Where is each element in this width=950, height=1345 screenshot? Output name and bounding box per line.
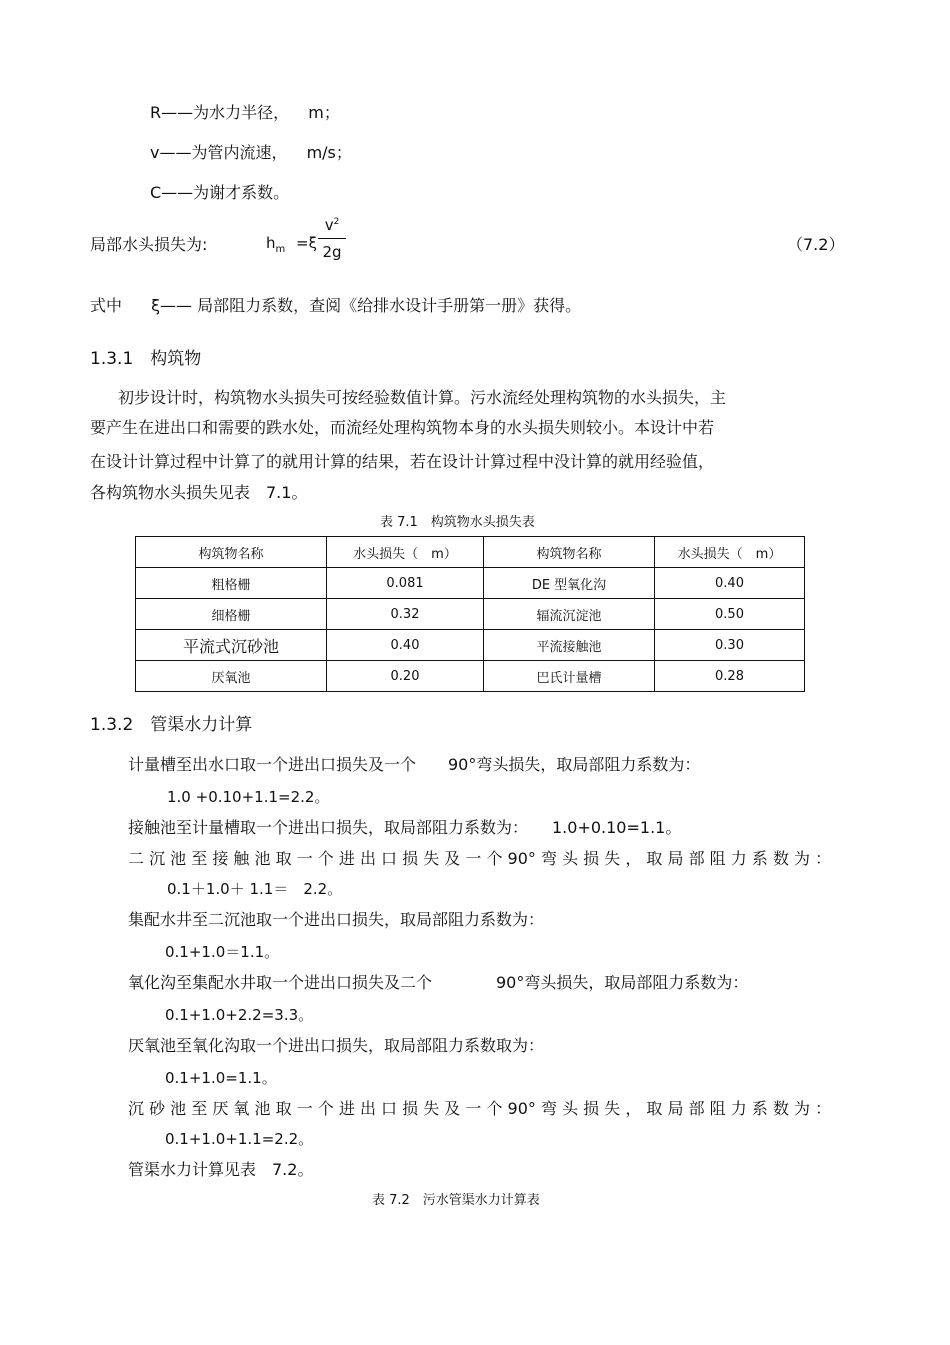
table-cell: 0.081 bbox=[327, 568, 484, 599]
calc-result: 1.0 +0.10+1.1=2.2。 bbox=[167, 788, 330, 806]
calc-result: 0.1+1.0=1.1。 bbox=[165, 1069, 277, 1087]
definition-symbol: R bbox=[150, 103, 162, 122]
table-cell: 巴氏计量槽 bbox=[484, 661, 655, 692]
calc-result: 0.1+1.0＝1.1。 bbox=[165, 943, 280, 961]
calc-line: 集配水井至二沉池取一个进出口损失，取局部阻力系数为： bbox=[128, 910, 545, 929]
table-caption-71: 表 7.1 构筑物水头损失表 bbox=[380, 515, 535, 530]
definition-text: ——为管内流速， bbox=[159, 143, 288, 162]
definition-text: ——为谢才系数。 bbox=[161, 183, 290, 202]
equation-number: （7.2） bbox=[787, 235, 845, 254]
table-row bbox=[136, 661, 805, 692]
table-cell: 辐流沉淀池 bbox=[484, 599, 655, 630]
calc-line: 厌氧池至氧化沟取一个进出口损失，取局部阻力系数取为： bbox=[128, 1036, 545, 1055]
calc-line: 接触池至计量槽取一个进出口损失，取局部阻力系数为： 1.0+0.10=1.1。 bbox=[128, 818, 682, 837]
calc-result: 0.1+1.0+1.1=2.2。 bbox=[165, 1130, 314, 1148]
paragraph-line: 初步设计时，构筑物水头损失可按经验数值计算。污水流经处理构筑物的水头损失，主 bbox=[118, 388, 727, 407]
calc-line: 氧化沟至集配水井取一个进出口损失及二个 90°弯头损失，取局部阻力系数为： bbox=[128, 973, 749, 992]
table-cell: 0.32 bbox=[327, 599, 484, 630]
calc-line: 沉 砂 池 至 厌 氧 池 取 一 个 进 出 口 损 失 及 一 个 90° 弯 头 损 失 ， 取 局 部 阻 力 系 数 为 ： bbox=[128, 1099, 832, 1118]
table-cell: 平流接触池 bbox=[484, 630, 655, 661]
table-cell: 细格栅 bbox=[136, 599, 327, 630]
definition-v bbox=[150, 140, 352, 163]
calc-result: 0.1+1.0+2.2=3.3。 bbox=[165, 1006, 314, 1024]
table-cell: 0.28 bbox=[655, 661, 805, 692]
table-header-cell: 水头损失（ m） bbox=[655, 537, 805, 568]
table-row bbox=[136, 568, 805, 599]
calc-line: 管渠水力计算见表 7.2。 bbox=[128, 1160, 314, 1179]
formula-exponent: 2 bbox=[333, 217, 340, 227]
calc-line: 二 沉 池 至 接 触 池 取 一 个 进 出 口 损 失 及 一 个 90° 弯 头 损 失 ， 取 局 部 阻 力 系 数 为 ： bbox=[128, 849, 832, 868]
table-cell: DE 型氧化沟 bbox=[484, 568, 655, 599]
definition-text: ——为水力半径， bbox=[161, 103, 290, 122]
definition-symbol: v bbox=[150, 143, 160, 162]
table-cell: 0.40 bbox=[655, 568, 805, 599]
fraction-bar bbox=[318, 238, 346, 239]
formula-subscript: m bbox=[275, 244, 286, 255]
definition-R bbox=[150, 100, 340, 123]
section-heading-131: 1.3.1 构筑物 bbox=[90, 349, 202, 369]
formula-denominator: 2g bbox=[322, 243, 342, 261]
where-label: 式中 bbox=[90, 296, 123, 315]
table-header-row bbox=[136, 537, 805, 568]
table-header-cell: 构筑物名称 bbox=[136, 537, 327, 568]
table-row bbox=[136, 630, 805, 661]
table-cell: 0.40 bbox=[327, 630, 484, 661]
formula-fraction bbox=[318, 216, 346, 261]
formula-numerator-v: v bbox=[324, 216, 334, 234]
definition-C bbox=[150, 180, 289, 203]
table-header-cell: 水头损失（ m） bbox=[327, 537, 484, 568]
where-line bbox=[90, 293, 581, 316]
formula-h: h bbox=[266, 234, 276, 252]
table-cell: 平流式沉砂池 bbox=[136, 630, 327, 661]
table-header-cell: 构筑物名称 bbox=[484, 537, 655, 568]
table-cell: 0.50 bbox=[655, 599, 805, 630]
definition-unit: m/s； bbox=[306, 143, 352, 162]
head-loss-table bbox=[135, 536, 805, 692]
paragraph-line: 要产生在进出口和需要的跌水处，而流经处理构筑物本身的水头损失则较小。本设计中若 bbox=[90, 418, 715, 437]
table-cell: 0.20 bbox=[327, 661, 484, 692]
table-caption-72: 表 7.2 污水管渠水力计算表 bbox=[372, 1193, 540, 1208]
table-row bbox=[136, 599, 805, 630]
where-text: —— 局部阻力系数，查阅《给排水设计手册第一册》获得。 bbox=[160, 296, 582, 315]
table-cell: 厌氧池 bbox=[136, 661, 327, 692]
calc-line: 计量槽至出水口取一个进出口损失及一个 90°弯头损失，取局部阻力系数为： bbox=[128, 755, 701, 774]
definition-unit: m； bbox=[308, 103, 340, 122]
paragraph-line: 在设计计算过程中计算了的就用计算的结果，若在设计计算过程中没计算的就用经验值， bbox=[90, 452, 715, 471]
table-cell: 0.30 bbox=[655, 630, 805, 661]
formula-lhs bbox=[266, 234, 317, 255]
table-cell: 粗格栅 bbox=[136, 568, 327, 599]
where-symbol: ξ bbox=[151, 296, 161, 315]
formula-equals-xi: =ξ bbox=[296, 234, 317, 252]
section-heading-132: 1.3.2 管渠水力计算 bbox=[90, 715, 253, 735]
definition-symbol: C bbox=[150, 183, 162, 202]
paragraph-line: 各构筑物水头损失见表 7.1。 bbox=[90, 483, 308, 502]
local-loss-label: 局部水头损失为: bbox=[90, 235, 208, 254]
calc-result: 0.1＋1.0＋ 1.1＝ 2.2。 bbox=[167, 880, 343, 898]
formula-numerator bbox=[318, 216, 346, 234]
